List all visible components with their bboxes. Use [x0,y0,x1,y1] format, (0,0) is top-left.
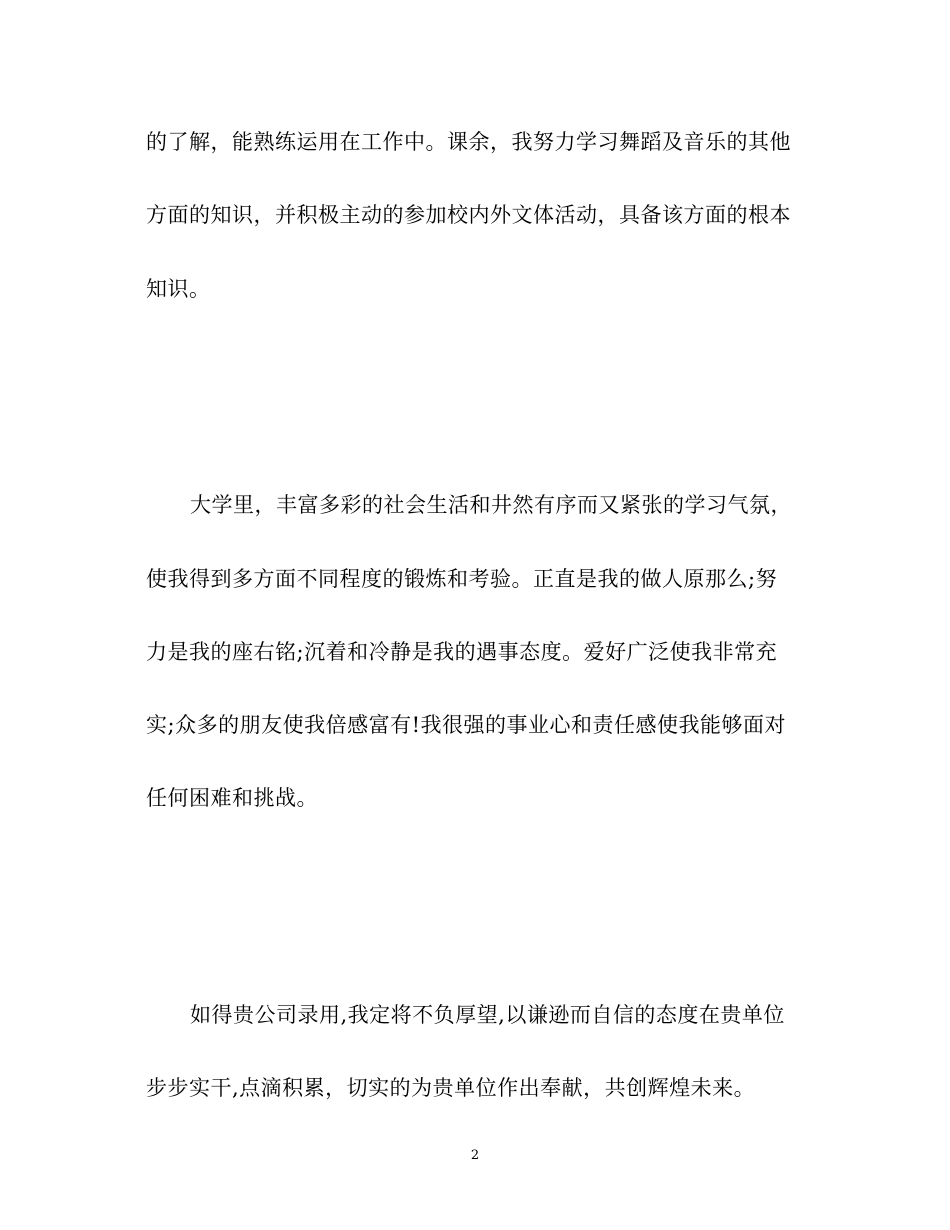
paragraph-line: 任何困难和挑战。 [146,786,318,810]
paragraph-line: 实;众多的朋友使我倍感富有!我很强的事业心和责任感使我能够面对 [146,713,787,737]
paragraph-line: 知识。 [146,277,211,301]
paragraph-line: 如得贵公司录用,我定将不负厚望,以谦逊而自信的态度在贵单位 [190,1003,785,1027]
page-number: 2 [470,1148,480,1163]
paragraph-line: 步步实干,点滴积累，切实的为贵单位作出奉献，共创辉煌未来。 [146,1076,756,1100]
paragraph-line: 大学里，丰富多彩的社会生活和井然有序而又紧张的学习气氛， [190,493,792,517]
paragraph-line: 方面的知识，并积极主动的参加校内外文体活动，具备该方面的根本 [146,203,791,227]
paragraph-line: 使我得到多方面不同程度的锻炼和考验。正直是我的做人原那么;努 [146,567,778,591]
paragraph-line: 力是我的座右铭;沉着和冷静是我的遇事态度。爱好广泛使我非常充 [146,640,778,664]
paragraph-line: 的了解，能熟练运用在工作中。课余，我努力学习舞蹈及音乐的其他 [146,130,791,154]
